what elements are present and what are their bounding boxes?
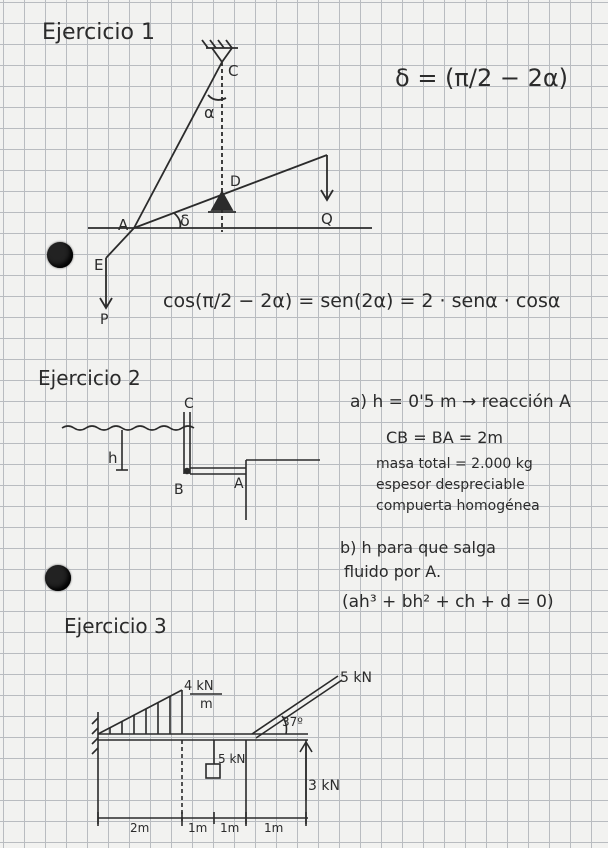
- part-b-line2: fluido por A.: [344, 562, 442, 581]
- exercise2-title: Ejercicio 2: [38, 366, 141, 390]
- delta-formula: δ = (π/2 − 2α): [395, 64, 569, 92]
- dim-3: 1m: [220, 821, 240, 835]
- point-Q-label: Q: [321, 210, 333, 228]
- part-b-line1: b) h para que salga: [340, 538, 496, 557]
- point-E-label: E: [94, 256, 104, 274]
- lengths-text: CB = BA = 2m: [386, 428, 503, 447]
- alpha-label: α: [204, 103, 215, 122]
- gate-B-label: B: [174, 482, 184, 498]
- exercise1-title: Ejercicio 1: [42, 20, 155, 45]
- point-A-label: A: [118, 216, 129, 234]
- gate-C-label: C: [184, 396, 194, 412]
- cubic-equation: (ah³ + bh² + ch + d = 0): [342, 592, 554, 612]
- point-C-label: C: [228, 62, 239, 80]
- distributed-load-den: m: [200, 697, 213, 712]
- h-label: h: [108, 449, 118, 467]
- dim-4: 1m: [264, 821, 284, 835]
- part-a-text: a) h = 0'5 m → reacción A: [350, 392, 571, 412]
- condition-thickness: espesor despreciable: [376, 477, 525, 493]
- trig-identity: cos(π/2 − 2α) = sen(2α) = 2 · senα · cosα: [163, 290, 561, 312]
- block-force-label: 5 kN: [218, 752, 246, 766]
- exercise3-title: Ejercicio 3: [64, 614, 167, 638]
- condition-homogeneous: compuerta homogénea: [376, 498, 540, 514]
- point-D-label: D: [230, 174, 241, 190]
- delta-label: δ: [180, 211, 190, 230]
- inclined-force-label: 5 kN: [340, 670, 372, 686]
- angle-label: 37º: [282, 715, 303, 729]
- vertical-force-label: 3 kN: [308, 778, 340, 794]
- point-P-label: P: [100, 312, 109, 328]
- dim-1: 2m: [130, 821, 150, 835]
- distributed-load-num: 4 kN: [184, 679, 214, 694]
- condition-mass: masa total = 2.000 kg: [376, 456, 533, 472]
- gate-A-label: A: [234, 476, 244, 492]
- dim-2: 1m: [188, 821, 208, 835]
